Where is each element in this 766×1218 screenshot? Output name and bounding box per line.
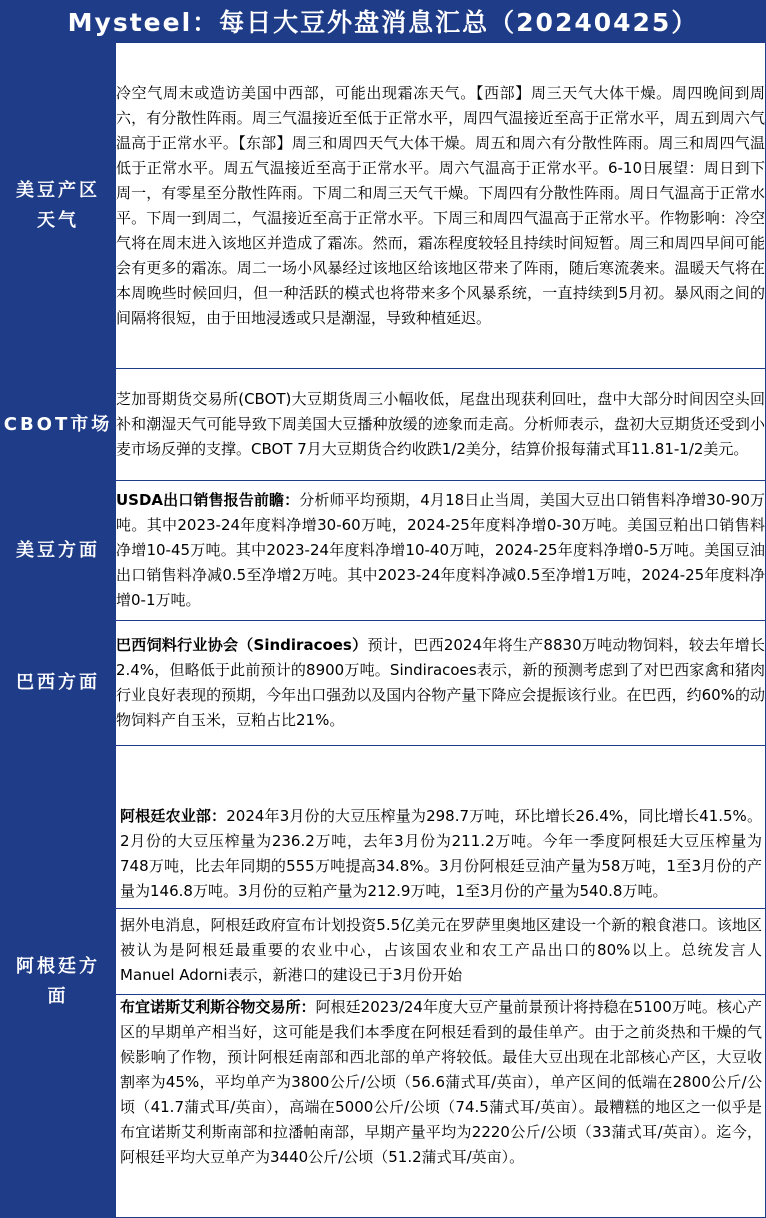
paragraph: [116, 387, 765, 462]
paragraph-text: 分析师平均预期，4月18日止当周，美国大豆出口销售料净增30-90万吨。其中2023-24年度料净增30-60万吨，2024-25年度料净增0-30万吨。美国豆粕出口销售料净增10-45万吨。其中2023-24年度料净增10-40万吨，2024-25年度料净增0-5万吨。美国豆油出口销售料净减0.5至净增2万吨。其中2023-24年度料净减0.5至净增1万吨，2024-25年度料净增0-1万吨。: [116, 491, 765, 609]
paragraph-lead: USDA出口销售报告前瞻：: [116, 491, 300, 509]
section-label-line: 美豆产区: [16, 179, 100, 201]
section-label-us-weather: [1, 43, 116, 369]
section-label-cbot: [1, 369, 116, 481]
paragraph-text: 冷空气周末或造访美国中西部，可能出现霜冻天气。【西部】周三天气大体干燥。周四晚间到周六，有分散性阵雨。周三气温接近至低于正常水平，周四气温接近至高于正常水平，周五到周六气温高于正常水平。【东部】周三和周四天气大体干燥。周五和周六有分散性阵雨。周三和周四气温低于正常水平。周五气温接近至高于正常水平。周六气温高于正常水平。6-10日展望：周日到下周一，有零星至分散性阵雨。下周二和周三天气干燥。下周四有分散性阵雨。周日气温高于正常水平。下周一到周二，气温接近至高于正常水平。下周三和周四气温高于正常水平。作物影响：冷空气将在周末进入该地区并造成了霜冻。然而，霜冻程度较轻且持续时间短暂。周三和周四早间可能会有更多的霜冻。周二一场小风暴经过该地区给该地区带来了阵雨，随后寒流袭来。温暖天气将在本周晚些时候回归，但一种活跃的模式也将带来多个风暴系统，一直持续到5月初。暴风雨之间的间隔将很短，由于田地浸透或只是潮湿，导致种植延迟。: [116, 83, 765, 327]
paragraph: [116, 488, 765, 613]
section-body-us-weather: [116, 43, 766, 369]
paragraph-text: 预计，巴西2024年将生产8830万吨动物饲料，较去年增长2.4%，但略低于此前预计的8900万吨。Sindiracoes表示，新的预测考虑到了对巴西家禽和猪肉行业良好表现的预期，今年出口强劲以及国内谷物产量下降应会提振该行业。在巴西，约60%的动物饲料产自玉米，豆粕占比21%。: [116, 636, 765, 729]
section-row-brazil: [1, 621, 766, 746]
paragraph: [116, 995, 765, 1170]
paragraph-text: 据外电消息，阿根廷政府宣布计划投资5.5亿美元在罗萨里奥地区建设一个新的粮食港口。该地区被认为是阿根廷最重要的农业中心，占该国农业和农工产品出口的80%以上。总统发言人Manuel Adorni表示，新港口的建设已于3月份开始: [120, 915, 762, 984]
paragraph-text: 2024年3月份的大豆压榨量为298.7万吨，环比增长26.4%，同比增长41.5%。2月份的大豆压榨量为236.2万吨，去年3月份为211.2万吨。今年一季度阿根廷大豆压榨量为748万吨，比去年同期的555万吨提高34.8%。3月份阿根廷豆油产量为58万吨，1至3月份的产量为146.8万吨。3月份的豆粕产量为212.9万吨，1至3月份的产量为540.8万吨。: [120, 806, 762, 900]
section-body-argentina: [116, 746, 766, 1218]
section-label-line: 面: [47, 985, 69, 1007]
section-label-line: 美豆方面: [16, 539, 100, 561]
section-row-us-weather: [1, 43, 766, 369]
paragraph-text: 芝加哥期货交易所(CBOT)大豆期货周三小幅收低，尾盘出现获利回吐，盘中大部分时间因空头回补和潮湿天气可能导致下周美国大豆播种放缓的迹象而走高。分析师表示，盘初大豆期货还受到小麦市场反弹的支撑。CBOT 7月大豆期货合约收跌1/2美分，结算价报每蒲式耳11.81-1/2美元。: [116, 390, 765, 458]
section-label-line: 天气: [37, 209, 79, 231]
paragraph-lead: 布宜诺斯艾利斯谷物交易所：: [120, 997, 316, 1016]
paragraph: [116, 81, 765, 331]
section-label-line: CBOT市场: [3, 413, 113, 435]
section-label-us-soy: [1, 481, 116, 621]
paragraph-lead: 巴西饲料行业协会（Sindiracoes）: [116, 636, 368, 654]
section-body-brazil: [116, 621, 766, 746]
paragraph-lead: 阿根廷农业部：: [120, 806, 227, 825]
paragraph: [116, 909, 765, 995]
paragraph: [116, 633, 765, 733]
section-body-cbot: [116, 369, 766, 481]
section-label-argentina: [1, 746, 116, 1218]
argentina-paragraph-stack: [116, 794, 765, 1170]
section-body-us-soy: [116, 481, 766, 621]
news-table: [0, 42, 766, 1218]
paragraph-text: 阿根廷2023/24年度大豆产量前景预计将持稳在5100万吨。核心产区的早期单产相当好，这可能是我们本季度在阿根廷看到的最佳单产。由于之前炎热和干燥的气候影响了作物，预计阿根廷南部和西北部的单产将较低。最佳大豆出现在北部核心产区，大豆收割率为45%，平均单产为3800公斤/公顷（56.6蒲式耳/英亩），单产区间的低端在2800公斤/公顷（41.7蒲式耳/英亩），高端在5000公斤/公顷（74.5蒲式耳/英亩）。最糟糕的地区之一似乎是布宜诺斯艾利斯南部和拉潘帕南部，早期产量平均为2220公斤/公顷（33蒲式耳/英亩）。迄今，阿根廷平均大豆单产为3440公斤/公顷（51.2蒲式耳/英亩）。: [120, 997, 762, 1166]
report-title: Mysteel：每日大豆外盘消息汇总（20240425）: [0, 0, 766, 42]
section-row-cbot: [1, 369, 766, 481]
section-label-line: 巴西方面: [16, 672, 100, 693]
paragraph: [116, 794, 765, 909]
section-row-argentina: [1, 746, 766, 1218]
section-label-line: 阿根廷方: [16, 955, 100, 977]
section-label-brazil: [1, 621, 116, 746]
section-row-us-soy: [1, 481, 766, 621]
